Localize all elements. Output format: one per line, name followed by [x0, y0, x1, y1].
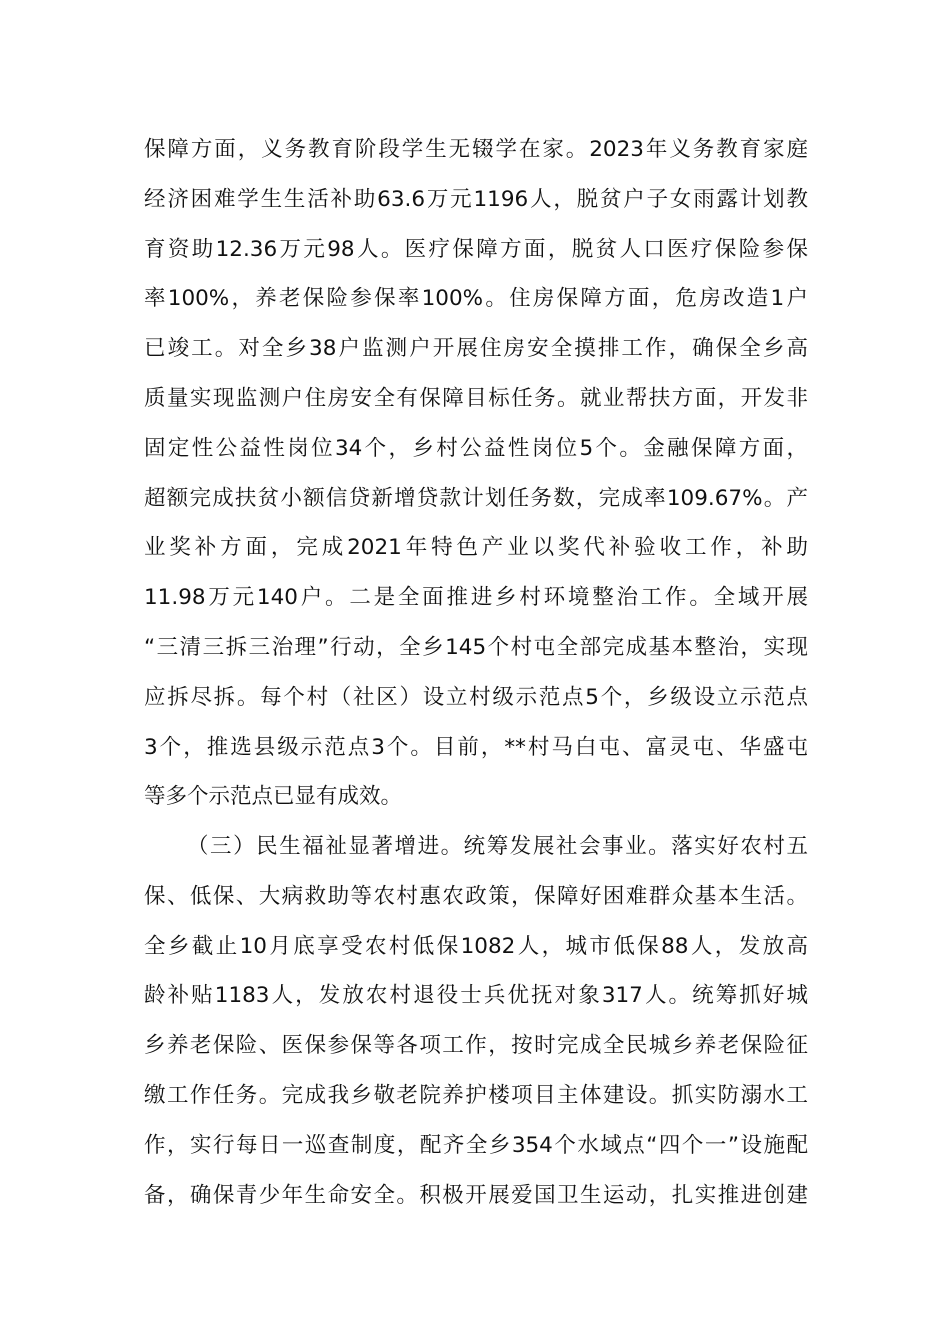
paragraph-livelihood	[144, 822, 808, 1220]
text-line: 固定性公益性岗位34个，乡村公益性岗位5个。金融保障方面，	[144, 435, 808, 461]
text-line: 保、低保、大病救助等农村惠农政策，保障好困难群众基本生活。	[144, 883, 808, 909]
text-line: 经济困难学生生活补助63.6万元1196人，脱贫户子女雨露计划教	[144, 186, 808, 212]
text-line: 超额完成扶贫小额信贷新增贷款计划任务数，完成率109.67%。产	[144, 485, 808, 511]
text-line: “三清三拆三治理”行动，全乡145个村屯全部完成基本整治，实现	[144, 634, 808, 660]
text-line: 率100%，养老保险参保率100%。住房保障方面，危房改造1户	[144, 286, 808, 312]
text-line: 缴工作任务。完成我乡敬老院养护楼项目主体建设。抓实防溺水工	[144, 1082, 808, 1108]
text-line: 业奖补方面，完成2021年特色产业以奖代补验收工作，补助	[144, 535, 808, 561]
text-line: 11.98万元140户。二是全面推进乡村环境整治工作。全域开展	[144, 585, 808, 611]
text-line: 已竣工。对全乡38户监测户开展住房安全摸排工作，确保全乡高	[144, 336, 808, 362]
text-line: 育资助12.36万元98人。医疗保障方面，脱贫人口医疗保险参保	[144, 236, 808, 262]
text-line: 乡养老保险、医保参保等各项工作，按时完成全民城乡养老保险征	[144, 1033, 808, 1059]
text-line: 质量实现监测户住房安全有保障目标任务。就业帮扶方面，开发非	[144, 385, 808, 411]
text-line: 应拆尽拆。每个村（社区）设立村级示范点5个，乡级设立示范点	[144, 684, 808, 710]
text-line: 等多个示范点已显有成效。	[144, 784, 403, 810]
text-line: （三）民生福祉显著增进。统筹发展社会事业。落实好农村五	[187, 834, 808, 859]
paragraph-security-environment	[144, 125, 808, 822]
text-line: 全乡截止10月底享受农村低保1082人，城市低保88人，发放高	[144, 933, 808, 959]
text-line: 3个，推选县级示范点3个。目前，**村马白屯、富灵屯、华盛屯	[144, 734, 808, 760]
text-line: 作，实行每日一巡查制度，配齐全乡354个水域点“四个一”设施配	[144, 1132, 808, 1158]
text-line: 保障方面，义务教育阶段学生无辍学在家。2023年义务教育家庭	[144, 137, 808, 162]
text-line: 备，确保青少年生命安全。积极开展爱国卫生运动，扎实推进创建	[144, 1182, 808, 1208]
text-line: 龄补贴1183人，发放农村退役士兵优抚对象317人。统筹抓好城	[144, 983, 808, 1009]
